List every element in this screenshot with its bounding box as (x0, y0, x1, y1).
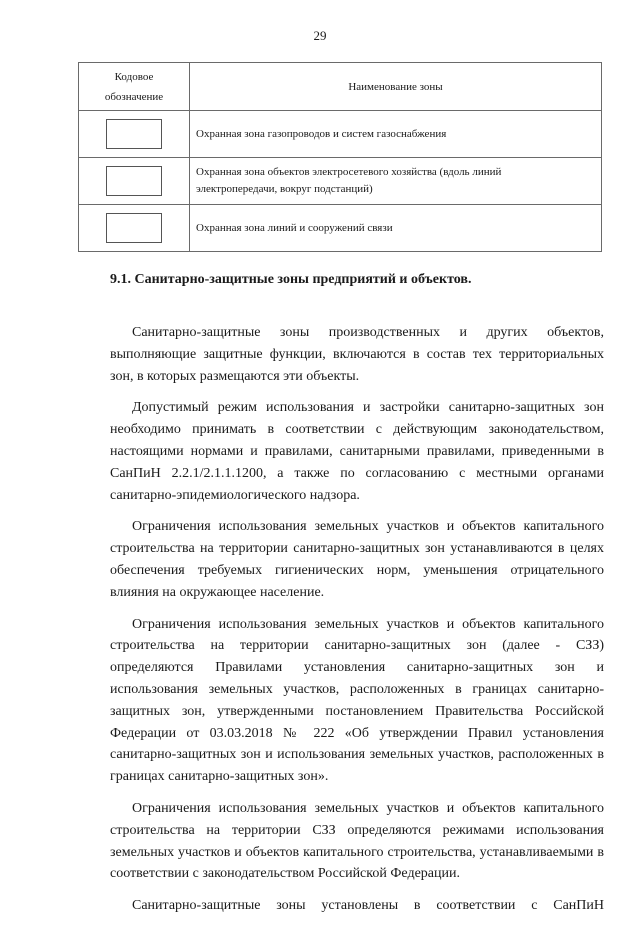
paragraph: Допустимый режим использования и застройки санитарно-защитных зон необходимо принимать в соответствии с действующим законодательством, настоящими нормами и правилами, санитарными правилами, приведенными в СанПиН 2.2.1/2.1.1.1200, а также по согласованию с местными органами санитарно-эпидемиологического надзора. (110, 400, 604, 503)
zone-code-swatch (106, 119, 162, 149)
body-text (110, 322, 604, 927)
header-code-line2: обозначение (104, 90, 164, 103)
zones-table (78, 62, 602, 252)
zone-name-cell (190, 158, 602, 205)
zone-code-swatch (106, 213, 162, 243)
section-title: 9.1. Санитарно-защитные зоны предприятий и объектов. (110, 272, 472, 287)
paragraph: Ограничения использования земельных участков и объектов капитального строительства на территории санитарно-защитных зон устанавливаются в целях обеспечения требуемых гигиенических норм, уменьшения отрицательного влияния на окружающее население. (110, 519, 604, 600)
paragraph: Ограничения использования земельных участков и объектов капитального строительства на территории санитарно-защитных зон (далее - СЗЗ) определяются Правилами установления санитарно-защитных зон и использования земельных участков, расположенных в границах санитарно- защитных зон, утвержденными постановлением Правительства Российской Федерации от 03.03.2018 № 222 «Об утверждении Правил установления санитарно-защитных зон и использования земельных участков, расположенных в границах санитарно-защитных зон». (110, 616, 604, 785)
table-row (79, 205, 602, 252)
zone-name-line2: электропередачи, вокруг подстанций) (196, 183, 373, 195)
zone-code-swatch (106, 166, 162, 196)
header-code-line1: Кодовое (114, 70, 154, 83)
page-number: 29 (313, 28, 327, 43)
paragraph: Санитарно-защитные зоны производственных и других объектов, выполняющие защитные функции, включаются в состав тех территориальных зон, в которых размещаются эти объекты. (110, 325, 604, 384)
zone-name-line1: Охранная зона объектов электросетевого хозяйства (вдоль линий (196, 166, 502, 178)
paragraph: Санитарно-защитные зоны установлены в соответствии с СанПиН (132, 898, 604, 914)
header-code-cell (79, 63, 190, 111)
paragraph: Ограничения использования земельных участков и объектов капитального строительства на территории СЗЗ определяются режимами использования земельных участков и объектов капитального строительства, устанавливаемыми в соответствии с законодательством Российской Федерации. (110, 800, 604, 882)
table-header-row (79, 63, 602, 111)
table-row (79, 111, 602, 158)
table-row (79, 158, 602, 205)
zone-name-cell: Охранная зона газопроводов и систем газоснабжения (190, 111, 602, 158)
header-name-cell: Наименование зоны (190, 63, 602, 111)
zone-name-cell: Охранная зона линий и сооружений связи (190, 205, 602, 252)
